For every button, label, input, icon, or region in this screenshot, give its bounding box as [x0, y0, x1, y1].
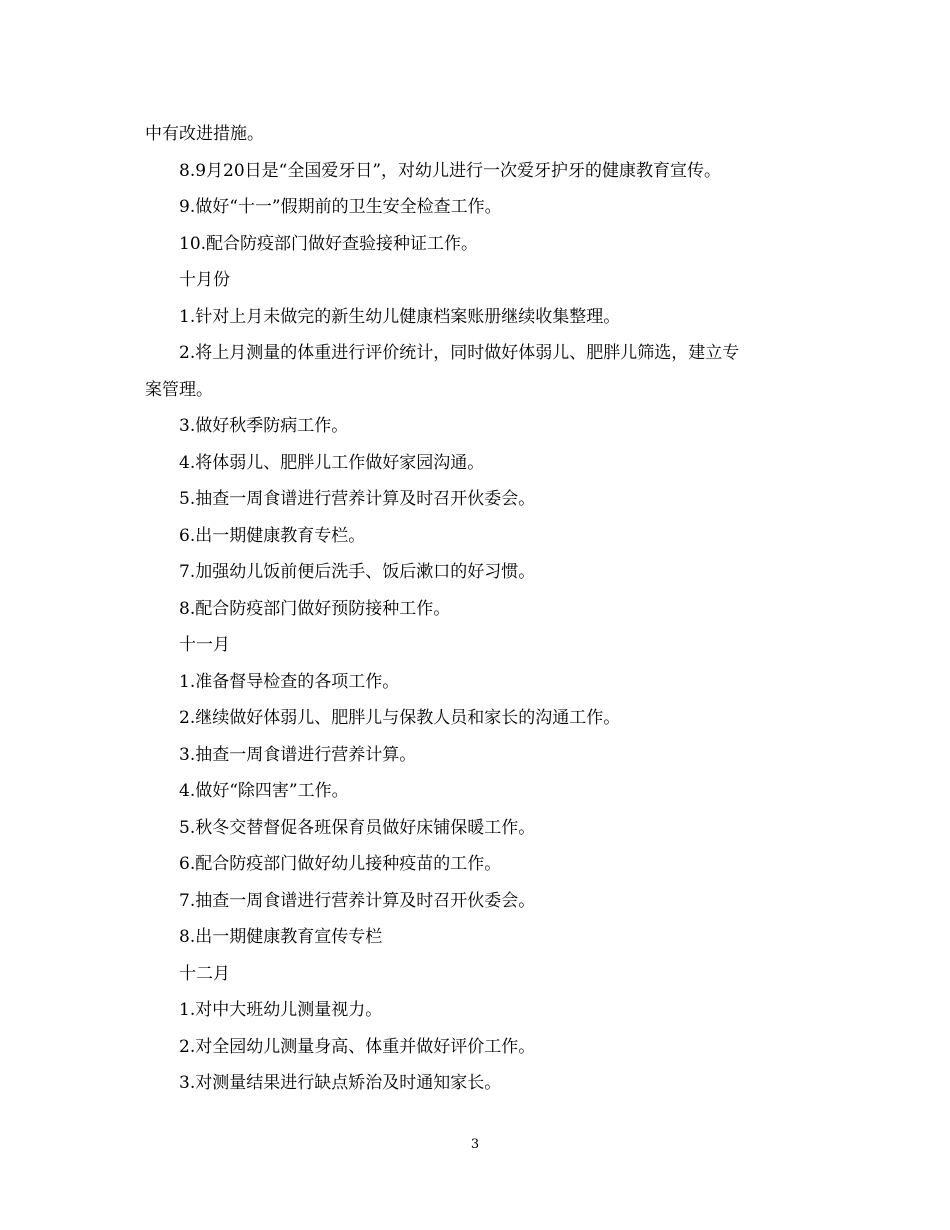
text-line: 1.针对上月未做完的新生幼儿健康档案账册继续收集整理。 [179, 306, 621, 327]
text-line: 2.对全园幼儿测量身高、体重并做好评价工作。 [179, 1036, 536, 1057]
text-line: 3.对测量结果进行缺点矫治及时通知家长。 [179, 1073, 502, 1093]
text-line: 3.做好秋季防病工作。 [179, 416, 349, 436]
text-line: 9.做好“十一”假期前的卫生安全检查工作。 [179, 197, 502, 217]
text-line: 4.做好“除四害”工作。 [179, 781, 349, 801]
text-line: 十月份 [179, 270, 230, 290]
text-line: 3.抽查一周食谱进行营养计算。 [179, 744, 417, 765]
text-line: 1.准备督导检查的各项工作。 [179, 671, 400, 692]
text-line: 6.配合防疫部门做好幼儿接种疫苗的工作。 [179, 854, 502, 874]
text-line: 7.加强幼儿饭前便后洗手、饭后漱口的好习惯。 [179, 562, 536, 582]
text-line: 5.抽查一周食谱进行营养计算及时召开伙委会。 [179, 489, 536, 509]
text-line: 案管理。 [145, 379, 213, 400]
text-line: 2.将上月测量的体重进行评价统计，同时做好体弱儿、肥胖儿筛选，建立专 [179, 343, 740, 363]
text-line: 8.出一期健康教育宣传专栏 [179, 927, 383, 947]
text-line: 10.配合防疫部门做好查验接种证工作。 [179, 233, 479, 254]
text-line: 十二月 [179, 963, 230, 984]
text-line: 5.秋冬交替督促各班保育员做好床铺保暖工作。 [179, 817, 536, 838]
text-line: 6.出一期健康教育专栏。 [179, 525, 366, 546]
text-line: 1.对中大班幼儿测量视力。 [179, 1000, 383, 1020]
text-line: 十一月 [179, 635, 230, 655]
text-line: 8.9月20日是“全国爱牙日”，对幼儿进行一次爱牙护牙的健康教育宣传。 [179, 160, 722, 181]
text-line: 4.将体弱儿、肥胖儿工作做好家园沟通。 [179, 452, 485, 473]
text-line: 中有改进措施。 [145, 124, 264, 144]
text-line: 7.抽查一周食谱进行营养计算及时召开伙委会。 [179, 890, 536, 911]
page-number: 3 [470, 1137, 480, 1152]
text-line: 8.配合防疫部门做好预防接种工作。 [179, 598, 451, 619]
document-body [145, 116, 805, 1102]
text-line: 2.继续做好体弱儿、肥胖儿与保教人员和家长的沟通工作。 [179, 708, 621, 728]
